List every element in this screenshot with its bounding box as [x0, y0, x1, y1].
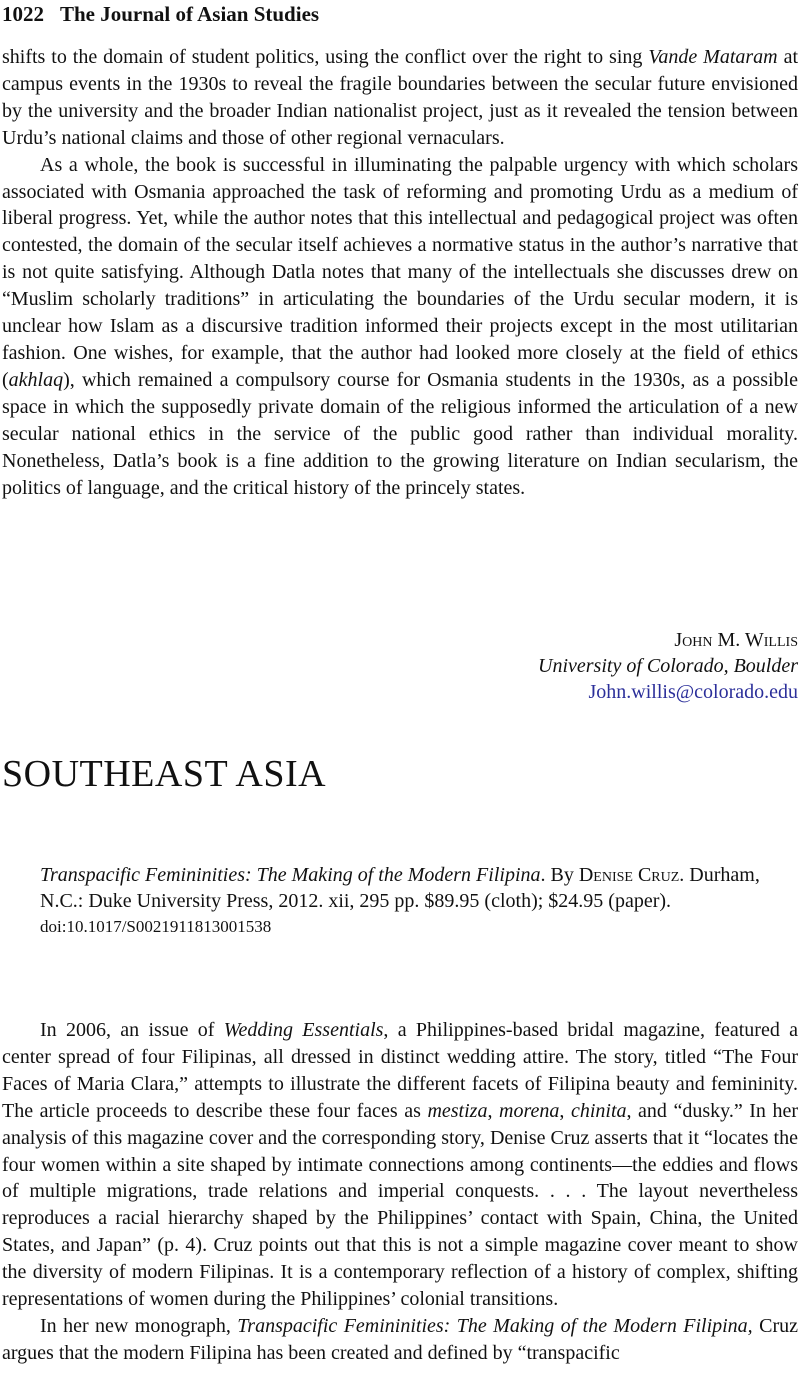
running-header: [2, 2, 319, 27]
review-continuation: [2, 44, 798, 501]
paragraph: shifts to the domain of student politics, using the conflict over the right to sing Vande Mataram at campus events in the 1930s to reveal the fragile boundaries between the secular future envisioned by the university and the broader Indian nationalist project, just as it revealed the tension between Urdu’s national claims and those of other regional vernaculars.: [2, 46, 799, 149]
section-title: SOUTHEAST ASIA: [2, 753, 327, 795]
reviewer-name: John M. Willis: [674, 629, 798, 651]
reviewer-email-link[interactable]: John.willis@colorado.edu: [588, 681, 798, 703]
journal-title: The Journal of Asian Studies: [60, 2, 320, 26]
page-number: 1022: [2, 2, 44, 26]
paragraph: In 2006, an issue of Wedding Essentials, a Philippines-based bridal magazine, featured a center spread of four Filipinas, all dressed in distinct wedding attire. The story, titled “The Four Faces of Maria Clara,” attempts to illustrate the different facets of Filipina beauty and femininity. The article proceeds to describe these four faces as mestiza, morena, chinita, and “dusky.” In her analysis of this magazine cover and the corresponding story, Denise Cruz asserts that it “locates the four women within a site shaped by intimate connections among continents—the eddies and flows of multiple migrations, trade relations and imperial conquests. . . . The layout nevertheless reproduces a racial hierarchy shaped by the Philippines’ contact with Spain, China, the United States, and Japan” (p. 4). Cruz points out that this is not a simple magazine cover meant to show the diversity of modern Filipinas. It is a contemporary reflection of a history of complex, shifting representations of women during the Philippines’ colonial transitions.: [2, 1019, 799, 1311]
book-author: Denise Cruz: [578, 864, 680, 886]
review-body: [2, 1017, 798, 1367]
doi: doi:10.1017/S0021911813001538: [40, 917, 272, 936]
reviewer-signature: [538, 627, 798, 705]
book-title: Transpacific Femininities: The Making of the Modern Filipina: [40, 864, 541, 886]
paragraph: In her new monograph, Transpacific Femininities: The Making of the Modern Filipina, Cruz argues that the modern Filipina has been created and defined by “transpacific: [2, 1314, 798, 1364]
reviewer-affiliation: University of Colorado, Boulder: [538, 655, 798, 677]
book-citation: Transpacific Femininities: The Making of the Modern Filipina. By Denise Cruz. Durham, N.C.: Duke University Press, 2012. xii, 295 pp. $89.95 (cloth); $24.95 (paper). doi:10.1017/S0021911813001538: [40, 862, 780, 940]
paragraph: As a whole, the book is successful in illuminating the palpable urgency with which scholars associated with Osmania approached the task of reforming and promoting Urdu as a medium of liberal progress. Yet, while the author notes that this intellectual and pedagogical project was often contested, the domain of the secular itself achieves a normative status in the author’s narrative that is not quite satisfying. Although Datla notes that many of the intellectuals she discusses drew on “Muslim scholarly traditions” in articulating the boundaries of the Urdu secular modern, it is unclear how Islam as a discursive tradition informed their projects except in the most utilitarian fashion. One wishes, for example, that the author had looked more closely at the field of ethics (akhlaq), which remained a compulsory course for Osmania students in the 1930s, as a possible space in which the supposedly private domain of the religious informed the articulation of a new secular national ethics in the service of the public good rather than individual morality. Nonetheless, Datla’s book is a fine addition to the growing literature on Indian secularism, the politics of language, and the critical history of the princely states.: [2, 153, 798, 499]
